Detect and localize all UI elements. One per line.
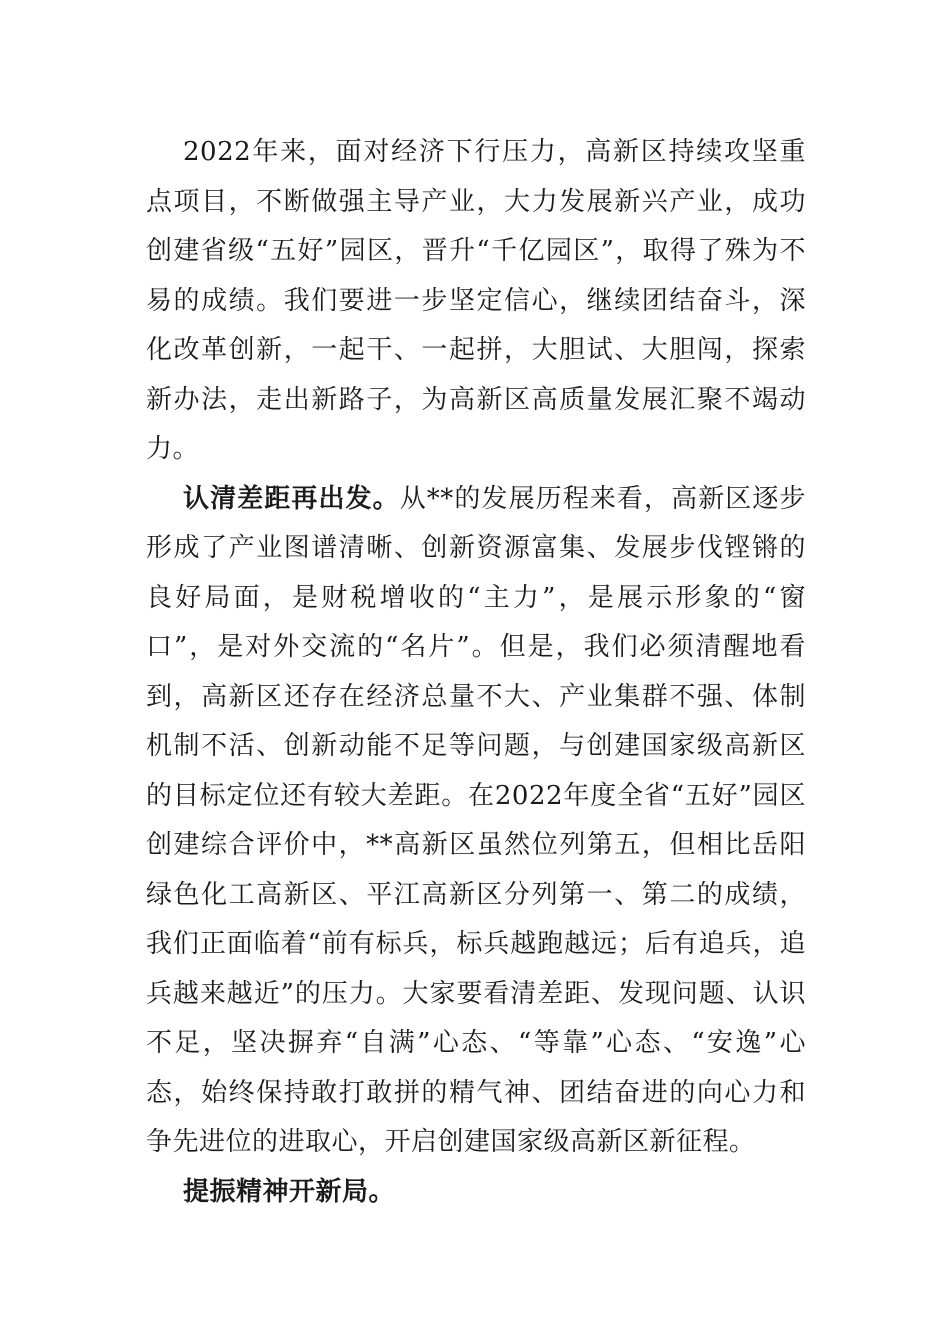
paragraph-3-heading: 提振精神开新局。 [183,1176,396,1207]
document-body [146,128,806,1217]
paragraph-2-heading: 认清差距再出发。 [183,483,400,514]
paragraph-2 [146,475,806,1168]
paragraph-3 [146,1168,806,1218]
paragraph-1 [146,128,806,475]
paragraph-1-text: 2022年来，面对经济下行压力，高新区持续攻坚重点项目，不断做强主导产业，大力发展新兴产业，成功创建省级“五好”园区，晋升“千亿园区”，取得了殊为不易的成绩。我们要进一步坚定信心，继续团结奋斗，深化改革创新，一起干、一起拼，大胆试、大胆闯，探索新办法，走出新路子，为高新区高质量发展汇聚不竭动力。 [146,137,806,464]
paragraph-2-text: 从**的发展历程来看，高新区逐步形成了产业图谱清晰、创新资源富集、发展步伐铿锵的良好局面，是财税增收的“主力”，是展示形象的“窗口”，是对外交流的“名片”。但是，我们必须清醒地看到，高新区还存在经济总量不大、产业集群不强、体制机制不活、创新动能不足等问题，与创建国家级高新区的目标定位还有较大差距。在2022年度全省“五好”园区创建综合评价中，**高新区虽然位列第五，但相比岳阳绿色化工高新区、平江高新区分列第一、第二的成绩，我们正面临着“前有标兵，标兵越跑越远；后有追兵，追兵越来越近”的压力。大家要看清差距、发现问题、认识不足，坚决摒弃“自满”心态、“等靠”心态、“安逸”心态，始终保持敢打敢拼的精气神、团结奋进的向心力和争先进位的进取心，开启创建国家级高新区新征程。 [146,483,806,1157]
